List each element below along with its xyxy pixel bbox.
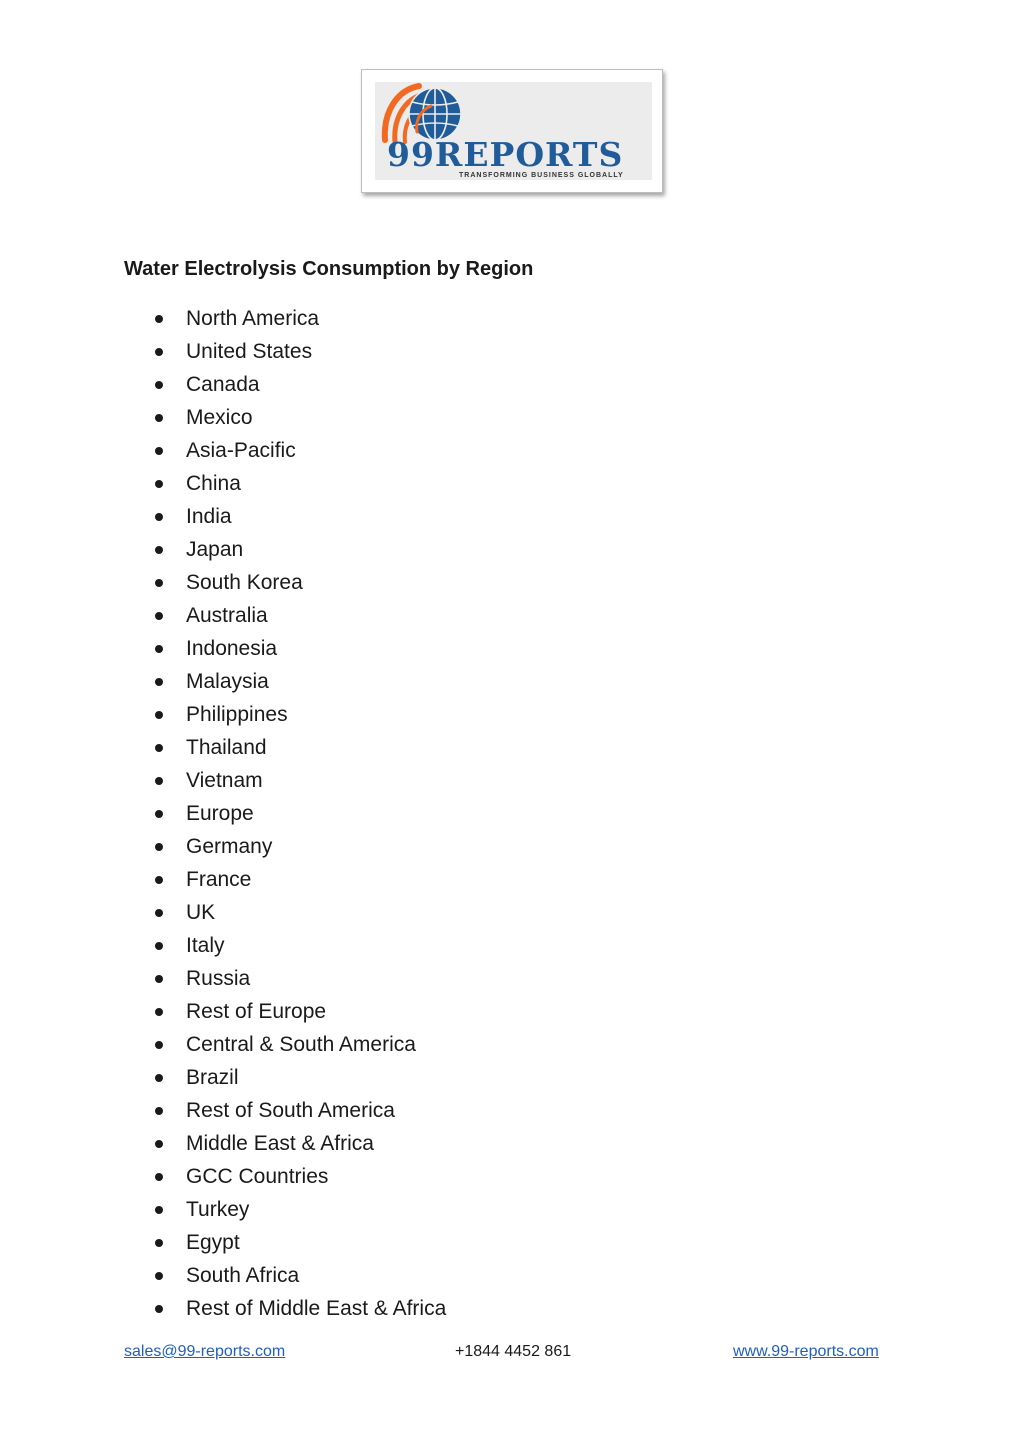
region-label: Mexico bbox=[186, 406, 253, 429]
bullet-icon bbox=[155, 975, 163, 983]
phone-number: +1844 4452 861 bbox=[455, 1343, 572, 1360]
region-label: Indonesia bbox=[186, 637, 278, 660]
region-label: South Korea bbox=[186, 571, 303, 594]
region-label: Germany bbox=[186, 835, 273, 858]
bullet-icon bbox=[155, 1206, 163, 1214]
bullet-icon bbox=[155, 1239, 163, 1247]
region-label: Thailand bbox=[186, 736, 267, 759]
region-label: Russia bbox=[186, 967, 251, 990]
region-label: North America bbox=[186, 307, 320, 330]
bullet-icon bbox=[155, 1008, 163, 1016]
bullet-icon bbox=[155, 810, 163, 818]
region-label: United States bbox=[186, 340, 313, 363]
region-label: China bbox=[186, 472, 241, 495]
logo-panel bbox=[375, 82, 652, 180]
bullet-icon bbox=[155, 513, 163, 521]
bullet-icon bbox=[155, 612, 163, 620]
bullet-icon bbox=[155, 1107, 163, 1115]
region-label: South Africa bbox=[186, 1264, 300, 1287]
bullet-icon bbox=[155, 447, 163, 455]
region-label: Middle East & Africa bbox=[186, 1132, 374, 1155]
bullet-icon bbox=[155, 579, 163, 587]
bullet-icon bbox=[155, 1041, 163, 1049]
region-label: Egypt bbox=[186, 1231, 240, 1254]
region-label: Asia-Pacific bbox=[186, 439, 296, 462]
footer bbox=[0, 1340, 1023, 1364]
region-label: France bbox=[186, 868, 252, 891]
company-logo bbox=[361, 69, 663, 193]
bullet-icon bbox=[155, 1272, 163, 1280]
region-label: Italy bbox=[186, 934, 225, 957]
bullet-icon bbox=[155, 1140, 163, 1148]
bullet-icon bbox=[155, 546, 163, 554]
region-label: GCC Countries bbox=[186, 1165, 329, 1188]
logo-wordmark: 99REPORTS bbox=[387, 135, 624, 174]
bullet-icon bbox=[155, 678, 163, 686]
region-label: Brazil bbox=[186, 1066, 239, 1089]
bullet-icon bbox=[155, 843, 163, 851]
section-title: Water Electrolysis Consumption by Region bbox=[124, 258, 534, 280]
region-label: Malaysia bbox=[186, 670, 269, 693]
bullet-icon bbox=[155, 942, 163, 950]
email-link[interactable]: sales@99-reports.com bbox=[124, 1343, 286, 1360]
bullet-icon bbox=[155, 414, 163, 422]
bullet-icon bbox=[155, 876, 163, 884]
region-label: Rest of South America bbox=[186, 1099, 395, 1122]
bullet-icon bbox=[155, 909, 163, 917]
bullet-icon bbox=[155, 645, 163, 653]
bullet-icon bbox=[155, 711, 163, 719]
bullet-icon bbox=[155, 480, 163, 488]
region-label: UK bbox=[186, 901, 216, 924]
region-label: Vietnam bbox=[186, 769, 263, 792]
region-label: Philippines bbox=[186, 703, 288, 726]
region-label: Turkey bbox=[186, 1198, 250, 1221]
region-label: Europe bbox=[186, 802, 254, 825]
bullet-icon bbox=[155, 348, 163, 356]
logo-tagline: TRANSFORMING BUSINESS GLOBALLY bbox=[459, 172, 624, 179]
bullet-icon bbox=[155, 315, 163, 323]
region-label: Rest of Middle East & Africa bbox=[186, 1297, 447, 1320]
bullet-icon bbox=[155, 381, 163, 389]
bullet-icon bbox=[155, 1074, 163, 1082]
region-label: Canada bbox=[186, 373, 260, 396]
region-label: Central & South America bbox=[186, 1033, 416, 1056]
website-link[interactable]: www.99-reports.com bbox=[733, 1343, 879, 1360]
region-label: Rest of Europe bbox=[186, 1000, 327, 1023]
region-label: Australia bbox=[186, 604, 268, 627]
region-label: India bbox=[186, 505, 232, 528]
bullet-icon bbox=[155, 1173, 163, 1181]
bullet-icon bbox=[155, 1305, 163, 1313]
bullet-icon bbox=[155, 777, 163, 785]
region-label: Japan bbox=[186, 538, 244, 561]
bullet-icon bbox=[155, 744, 163, 752]
